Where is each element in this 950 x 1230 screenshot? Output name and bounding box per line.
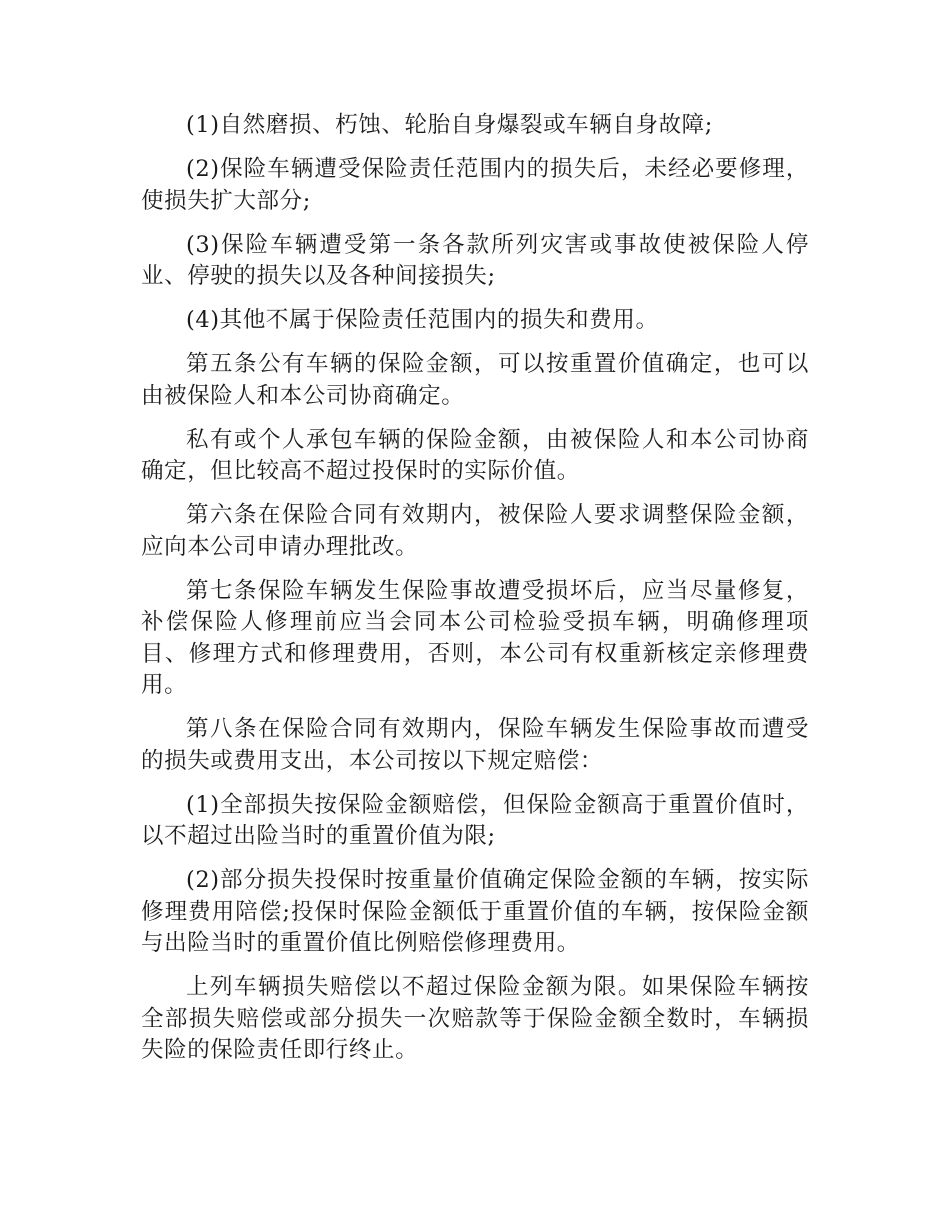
- paragraph-exclusion-1: (1)自然磨损、朽蚀、轮胎自身爆裂或车辆自身故障;: [186, 112, 713, 138]
- paragraph-article-5: 第五条公有车辆的保险金额，可以按重置价值确定，也可以由被保险人和本公司协商确定。: [141, 351, 809, 409]
- paragraph-compensation-limit: 上列车辆损失赔偿以不超过保险金额为限。如果保险车辆按全部损失赔偿或部分损失一次赔款等于保险金额全数时，车辆损失险的保险责任即行终止。: [141, 974, 809, 1063]
- paragraph-article-6: 第六条在保险合同有效期内，被保险人要求调整保险金额，应向本公司申请办理批改。: [141, 502, 809, 560]
- paragraph-compensation-1: (1)全部损失按保险金额赔偿，但保险金额高于重置价值时，以不超过出险当时的重置价值为限;: [141, 791, 809, 849]
- paragraph-exclusion-2: (2)保险车辆遭受保险责任范围内的损失后，未经必要修理，使损失扩大部分;: [141, 156, 809, 214]
- paragraph-private-vehicle: 私有或个人承包车辆的保险金额，由被保险人和本公司协商确定，但比较高不超过投保时的实际价值。: [141, 426, 809, 484]
- document-body: [141, 110, 809, 1079]
- paragraph-exclusion-3: (3)保险车辆遭受第一条各款所列灾害或事故使被保险人停业、停驶的损失以及各种间接损失;: [141, 231, 809, 289]
- paragraph-compensation-2: (2)部分损失投保时按重量价值确定保险金额的车辆，按实际修理费用陪偿;投保时保险金额低于重置价值的车辆，按保险金额与出险当时的重置价值比例赔偿修理费用。: [141, 867, 809, 956]
- paragraph-article-7: 第七条保险车辆发生保险事故遭受损坏后，应当尽量修复，补偿保险人修理前应当会同本公司检验受损车辆，明确修理项目、修理方式和修理费用，否则，本公司有权重新核定亲修理费用。: [141, 577, 809, 698]
- paragraph-exclusion-4: (4)其他不属于保险责任范围内的损失和费用。: [186, 307, 659, 333]
- paragraph-article-8: 第八条在保险合同有效期内，保险车辆发生保险事故而遭受的损失或费用支出，本公司按以下规定赔偿：: [141, 716, 809, 774]
